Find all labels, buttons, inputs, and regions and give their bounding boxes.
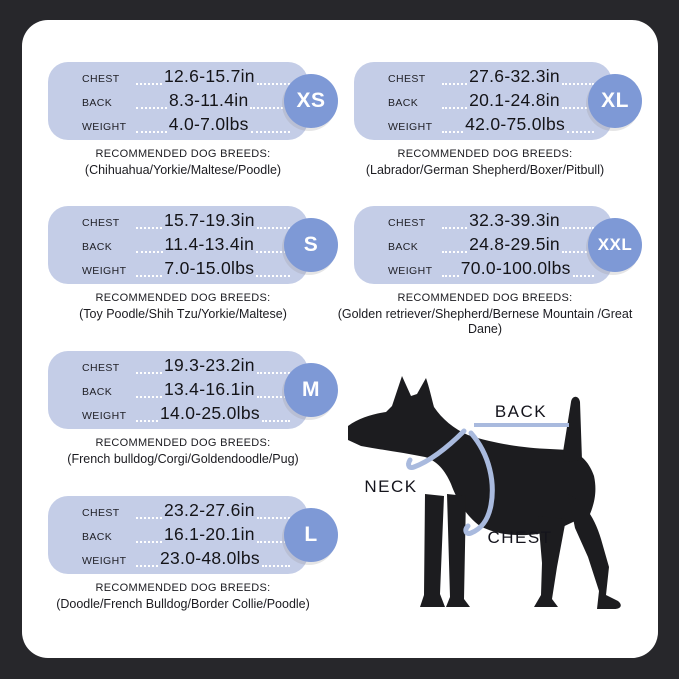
chest-label: CHEST — [82, 217, 120, 229]
back-value: 8.3-11.4in — [168, 90, 249, 110]
dotted-leader — [562, 83, 594, 85]
chest-label: CHEST — [82, 73, 120, 85]
dotted-leader — [256, 275, 290, 277]
chest-value: 15.7-19.3in — [163, 210, 255, 230]
dotted-leader — [262, 565, 290, 567]
dotted-leader — [257, 372, 290, 374]
dotted-leader — [442, 107, 467, 109]
measure-row-back — [82, 380, 292, 402]
back-label: BACK — [388, 241, 419, 253]
breeds-list: (Golden retriever/Shepherd/Bernese Mountain /Great Dane) — [337, 307, 633, 336]
dotted-leader — [257, 83, 290, 85]
weight-label: WEIGHT — [82, 555, 127, 567]
back-label: BACK — [388, 97, 419, 109]
size-panel-xs — [48, 62, 326, 140]
dotted-leader — [251, 131, 290, 133]
measure-row-weight — [388, 115, 596, 137]
measure-row-chest — [388, 211, 596, 233]
size-badge-s: S — [284, 218, 338, 272]
chest-label: CHEST — [388, 73, 426, 85]
measure-row-back — [82, 525, 292, 547]
dotted-leader — [136, 131, 167, 133]
dotted-leader — [442, 83, 467, 85]
measure-row-back — [82, 235, 292, 257]
breeds-note-l — [18, 582, 348, 612]
weight-label: WEIGHT — [388, 121, 433, 133]
size-badge-xl: XL — [588, 74, 642, 128]
size-badge-xs: XS — [284, 74, 338, 128]
weight-value: 42.0-75.0lbs — [465, 114, 566, 134]
dotted-leader — [442, 251, 467, 253]
dotted-leader — [442, 275, 459, 277]
size-badge-m: M — [284, 363, 338, 417]
measure-row-chest — [82, 501, 292, 523]
dotted-leader — [567, 131, 594, 133]
diagram-back-label: BACK — [494, 402, 548, 421]
back-value: 24.8-29.5in — [469, 234, 560, 254]
dotted-leader — [136, 83, 162, 85]
recommended-heading: RECOMMENDED DOG BREEDS: — [397, 292, 573, 304]
size-panel-l — [48, 496, 318, 574]
back-value: 13.4-16.1in — [163, 379, 255, 399]
dotted-leader — [257, 227, 290, 229]
recommended-heading: RECOMMENDED DOG BREEDS: — [95, 582, 271, 594]
size-panel-xl — [354, 62, 629, 140]
chest-value: 12.6-15.7in — [163, 66, 255, 86]
dotted-leader — [136, 251, 163, 253]
recommended-heading: RECOMMENDED DOG BREEDS: — [95, 148, 271, 160]
weight-value: 23.0-48.0lbs — [159, 548, 260, 568]
chest-value: 32.3-39.3in — [469, 210, 560, 230]
measure-row-weight — [82, 115, 292, 137]
chest-label: CHEST — [82, 362, 120, 374]
measure-row-weight — [82, 259, 292, 281]
breeds-list: (Doodle/French Bulldog/Border Collie/Poodle) — [56, 597, 310, 611]
weight-label: WEIGHT — [82, 121, 127, 133]
back-label: BACK — [82, 97, 113, 109]
back-label: BACK — [82, 531, 113, 543]
dotted-leader — [136, 275, 162, 277]
recommended-heading: RECOMMENDED DOG BREEDS: — [397, 148, 573, 160]
dotted-leader — [442, 227, 467, 229]
measure-row-chest — [82, 211, 292, 233]
dotted-leader — [442, 131, 463, 133]
size-badge-l: L — [284, 508, 338, 562]
diagram-neck-label: NECK — [364, 477, 418, 496]
weight-value: 14.0-25.0lbs — [159, 403, 260, 423]
breeds-note-xxl — [320, 292, 650, 337]
measure-row-weight — [82, 404, 292, 426]
breeds-note-m — [18, 437, 348, 467]
dotted-leader — [573, 275, 594, 277]
breeds-note-xs — [18, 148, 348, 178]
measure-row-chest — [82, 356, 292, 378]
dotted-leader — [136, 541, 162, 543]
size-badge-xxl: XXL — [588, 218, 642, 272]
recommended-heading: RECOMMENDED DOG BREEDS: — [95, 292, 271, 304]
size-panel-m — [48, 351, 320, 429]
dotted-leader — [257, 517, 290, 519]
weight-value: 7.0-15.0lbs — [164, 258, 255, 278]
measure-row-weight — [388, 259, 596, 281]
back-label: BACK — [82, 386, 113, 398]
measure-row-back — [388, 91, 596, 113]
breeds-list: (Toy Poodle/Shih Tzu/Yorkie/Maltese) — [79, 307, 287, 321]
size-panel-xxl — [354, 206, 633, 284]
chest-value: 19.3-23.2in — [163, 355, 255, 375]
breeds-note-xl — [320, 148, 650, 178]
measure-row-back — [388, 235, 596, 257]
weight-label: WEIGHT — [388, 265, 433, 277]
size-panel-s — [48, 206, 319, 284]
dotted-leader — [562, 227, 594, 229]
back-value: 11.4-13.4in — [164, 234, 255, 254]
dotted-leader — [136, 420, 158, 422]
breeds-list: (Labrador/German Shepherd/Boxer/Pitbull) — [365, 163, 605, 177]
chest-label: CHEST — [82, 507, 120, 519]
diagram-chest-label: CHEST — [487, 528, 553, 547]
dotted-leader — [136, 372, 162, 374]
measure-row-chest — [82, 67, 292, 89]
measure-row-back — [82, 91, 292, 113]
recommended-heading: RECOMMENDED DOG BREEDS: — [95, 437, 271, 449]
chest-value: 23.2-27.6in — [163, 500, 255, 520]
chest-label: CHEST — [388, 217, 426, 229]
breeds-note-s — [18, 292, 348, 322]
back-value: 16.1-20.1in — [163, 524, 255, 544]
dotted-leader — [136, 565, 158, 567]
breeds-list: (French bulldog/Corgi/Goldendoodle/Pug) — [67, 452, 299, 466]
dotted-leader — [136, 107, 167, 109]
weight-label: WEIGHT — [82, 410, 127, 422]
breeds-list: (Chihuahua/Yorkie/Maltese/Poodle) — [84, 163, 282, 177]
dotted-leader — [262, 420, 290, 422]
dotted-leader — [136, 227, 162, 229]
weight-label: WEIGHT — [82, 265, 127, 277]
measure-row-chest — [388, 67, 596, 89]
weight-value: 70.0-100.0lbs — [460, 258, 571, 278]
back-value: 20.1-24.8in — [469, 90, 560, 110]
measure-row-weight — [82, 549, 292, 571]
back-label: BACK — [82, 241, 113, 253]
chest-value: 27.6-32.3in — [469, 66, 560, 86]
dotted-leader — [136, 517, 162, 519]
dotted-leader — [136, 396, 162, 398]
weight-value: 4.0-7.0lbs — [168, 114, 249, 134]
